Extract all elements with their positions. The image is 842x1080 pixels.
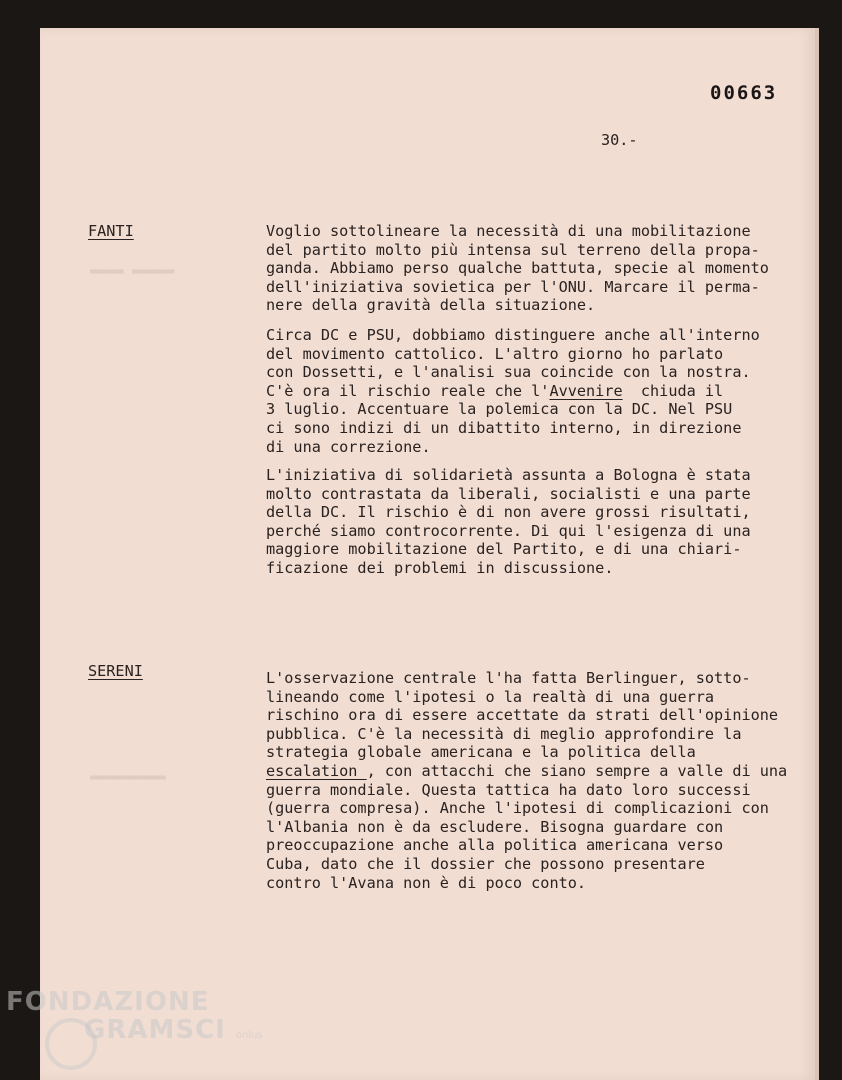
paragraph-text: Circa DC e PSU, dobbiamo distinguere anche all'interno del movimento cattolico. L'altro giorno ho parlato con Dossetti, e l'analisi sua coincide con la nostra. C'è ora il rischio reale che l'	[266, 326, 760, 400]
page-edge	[815, 28, 819, 1080]
underlined-avvenire: Avvenire	[549, 381, 623, 400]
underlined-escalation: escalation	[266, 761, 367, 780]
gramsci-logo-icon	[36, 1008, 106, 1070]
fondazione-gramsci-watermark	[6, 988, 263, 1050]
paragraph-fanti-1: Voglio sottolineare la necessità di una mobilitazione del partito molto più intensa sul terreno della propa- ganda. Abbiamo perso qualche battuta, specie al momento dell'iniziativa sovietica per l'ONU. Marcare il perma- nere della gravità della situazione.	[266, 222, 769, 315]
document-code: 00663	[710, 82, 778, 104]
paragraph-text: L'osservazione centrale l'ha fatta Berlinguer, sotto- lineando come l'ipotesi o la realtà di una guerra rischino ora di essere accettate da strati dell'opinione pubblica. C'è la necessità di meglio approfondire la strategia globale americana e la politica della	[266, 669, 779, 762]
page-number: 30.-	[601, 131, 638, 149]
paragraph-text: , con attacchi che siano sempre a valle di una guerra mondiale. Questa tattica ha dato loro successi (guerra compresa). Anche l'ipotesi di complicazioni con l'Albania non è da escludere. Bisogna guardare con preoccupazione anche alla politica americana verso Cuba, dato che il dossier che possono presentare contro l'Avana non è di poco conto.	[266, 761, 788, 892]
speaker-sereni: SERENI	[88, 662, 143, 680]
watermark-suffix: onlus	[235, 1030, 263, 1041]
speaker-fanti: FANTI	[88, 222, 134, 240]
bleed-through: ▬▬▬▬ ▬▬▬▬▬	[90, 263, 175, 279]
watermark-line2: GRAMSCI	[84, 1015, 226, 1045]
paragraph-sereni-1	[266, 669, 787, 892]
paragraph-text: chiuda il 3 luglio. Accentuare la polemica con la DC. Nel PSU ci sono indizi di un dibattito interno, in direzione di una correzione.	[266, 381, 742, 456]
bleed-through: ▬▬▬▬▬▬▬▬▬	[90, 769, 166, 785]
watermark-line1: FONDAZIONE	[6, 987, 210, 1017]
paragraph-fanti-3: L'iniziativa di solidarietà assunta a Bologna è stata molto contrastata da liberali, socialisti e una parte della DC. Il rischio è di non avere grossi risultati, perché siamo controcorrente. Di qui l'esigenza di una maggiore mobilitazione del Partito, e di una chiari- ficazione dei problemi in discussione.	[266, 466, 751, 577]
paragraph-fanti-2	[266, 326, 760, 456]
